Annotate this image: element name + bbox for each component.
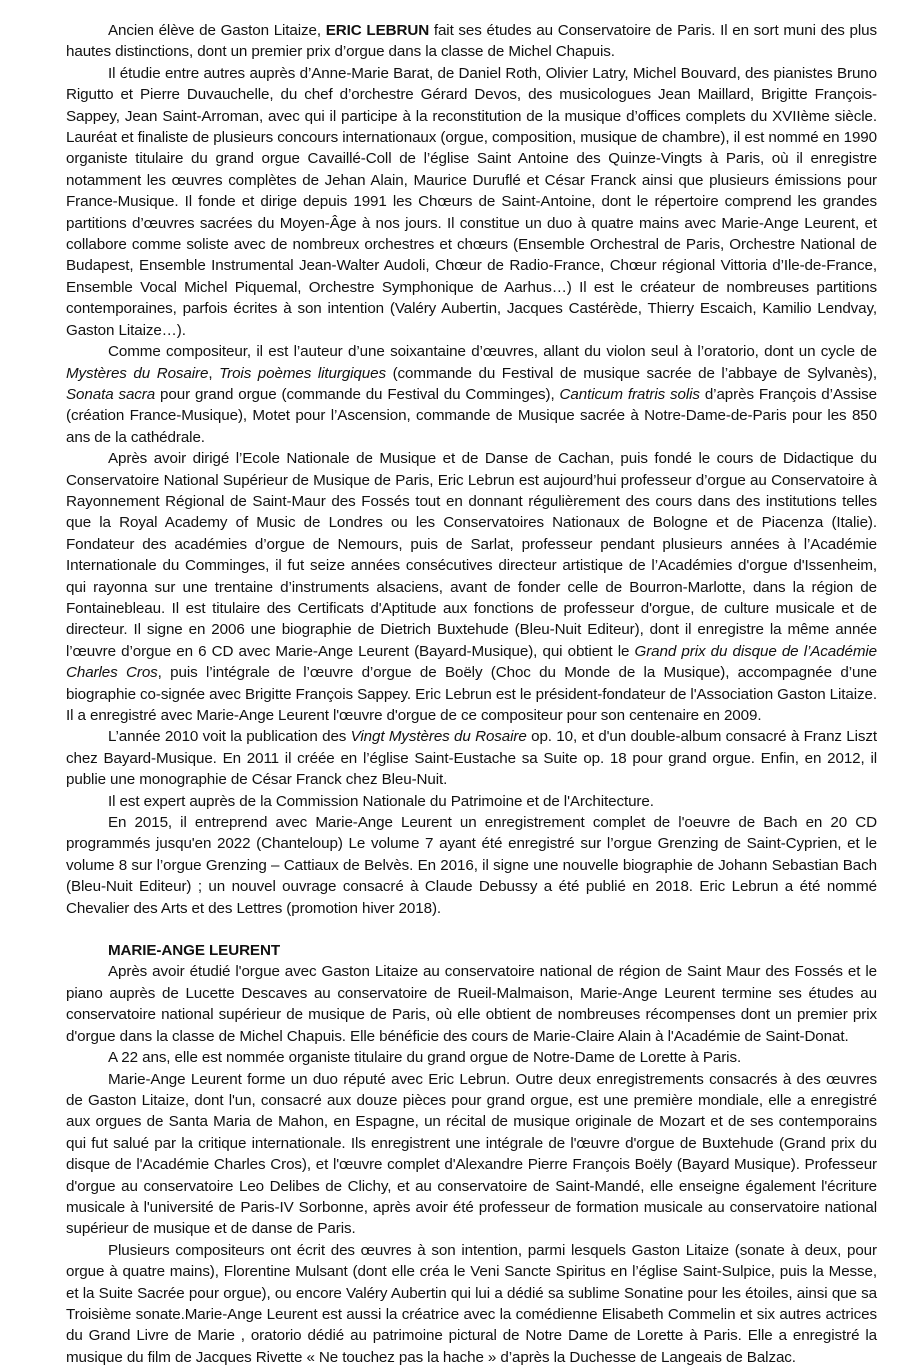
eric-paragraph-6: Il est expert auprès de la Commission Nationale du Patrimoine et de l'Architecture. bbox=[108, 792, 654, 810]
eric-paragraph-5: L’année 2010 voit la publication des Vingt Mystères du Rosaire op. 10, et d'un double-album consacré à Franz Liszt chez Bayard-Musique. En 2011 il créée en l’église Saint-Eustache sa Suite op. 18 pour grand orgue. Enfin, en 2012, il publie une monographie de César Franck chez Bleu-Nuit. bbox=[66, 728, 877, 789]
eric-paragraph-7: En 2015, il entreprend avec Marie-Ange Leurent un enregistrement complet de l'oeuvre de Bach en 20 CD programmés jusqu'en 2022 (Chanteloup) Le volume 7 ayant été enregistré sur l’orgue Grenzing de Saint-Cyprien, et le volume 8 sur l’orgue Grenzing – Cattiaux de Belvès. En 2016, il signe une nouvelle biographie de Johann Sebastian Bach (Bleu-Nuit Editeur) ; un nouvel ouvrage consacré à Claude Debussy a été publié en 2018. Eric Lebrun a été nommé Chevalier des Arts et des Lettres (promotion hiver 2018). bbox=[66, 814, 877, 917]
marie-ange-leurent-heading: MARIE-ANGE LEURENT bbox=[108, 942, 281, 960]
marie-paragraph-3: Marie-Ange Leurent forme un duo réputé avec Eric Lebrun. Outre deux enregistrements consacrés à des œuvres de Gaston Litaize, dont l'un, consacré aux douze pièces pour grand orgue, est une première mondiale, elle a enregistré aux orgues de Santa Maria de Mahon, en Espagne, un récital de musique originale de Mozart et de ses contemporains qui fut salué par la critique internationale. Ils enregistrent une intégrale de l'œuvre d'orgue de Buxtehude (Grand prix du disque de l'Académie Charles Cros), et l'œuvre complet d'Alexandre Pierre François Boëly (Bayard Musique). Professeur d'orgue au conservatoire Leo Delibes de Clichy, et au conservatoire de Saint-Mandé, elle enseigne également l'écriture musicale à l'université de Paris-IV Sorbonne, après avoir été professeur de formation musicale au conservatoire national supérieur de musique et de danse de Paris. bbox=[66, 1070, 877, 1238]
eric-lebrun-name: ERIC LEBRUN bbox=[325, 22, 430, 39]
marie-paragraph-1: Après avoir étudié l'orgue avec Gaston Litaize au conservatoire national de région de Saint Maur des Fossés et le piano auprès de Lucette Descaves au conservatoire de Rueil-Malmaison, Marie-Ange Leurent termine ses études au conservatoire national supérieur de musique de Paris, où elle obtient de nombreuses récompenses dont un premier prix d'orgue dans la classe de Michel Chapuis. Elle bénéficie des cours de Marie-Claire Alain à l'Académie de Saint-Donat. bbox=[66, 963, 877, 1045]
eric-paragraph-2: Il étudie entre autres auprès d’Anne-Marie Barat, de Daniel Roth, Olivier Latry, Michel Bouvard, des pianistes Bruno Rigutto et Pierre Duvauchelle, du chef d’orchestre Gérard Devos, des musicologues Jean Maillard, Brigitte François-Sappey, Jean Saint-Arroman, avec qui il participe à la reconstitution de la musique d’offices complets du XVIIème siècle. Lauréat et finaliste de plusieurs concours internationaux (orgue, composition, musique de chambre), il est nommé en 1990 organiste titulaire du grand orgue Cavaillé-Coll de l’église Saint Antoine des Quinze-Vingts à Paris, où il enregistre notamment les œuvres complètes de Jehan Alain, Maurice Duruflé et César Franck ainsi que plusieurs émissions pour France-Musique. Il fonde et dirige depuis 1991 les Chœurs de Saint-Antoine, dont le répertoire comprend les grandes partitions d’œuvres sacrées du Moyen-Âge à nos jours. Il constitue un duo à quatre mains avec Marie-Ange Leurent, et collabore comme soliste avec de nombreux orchestres et chœurs (Ensemble Orchestral de Paris, Orchestre National de Budapest, Ensemble Instrumental Jean-Walter Audoli, Chœur de Radio-France, Chœur régional Vittoria d’Ile-de-France, Ensemble Vocal Michel Piquemal, Orchestre Symphonique de Aarhus…) Il est le créateur de nombreuses partitions contemporaines, parfois écrites à son intention (Valéry Aubertin, Jacques Castérède, Thierry Escaich, Kamilio Lendvay, Gaston Litaize…). bbox=[66, 64, 877, 339]
eric-paragraph-4: Après avoir dirigé l’Ecole Nationale de Musique et de Danse de Cachan, puis fondé le cours de Didactique du Conservatoire National Supérieur de Musique de Paris, Eric Lebrun est aujourd’hui professeur d’orgue au Conservatoire à Rayonnement Régional de Saint-Maur des Fossés tout en donnant régulièrement des cours dans des institutions telles que la Royal Academy of Music de Londres ou les Conservatoires Nationaux de Bologne et de Piacenza (Italie). Fondateur des académies d’orgue de Nemours, puis de Sarlat, professeur pendant plusieurs années à l’Académie Internationale du Comminges, il fut seize années consécutives directeur artistique de l’Académies d'orgue d'Issenheim, qui rayonna sur une trentaine d’instruments alsaciens, avant de fonder celle de Bourron-Marlotte, dans la région de Fontainebleau. Il est titulaire des Certificats d'Aptitude aux fonctions de professeur d'orgue, de culture musicale et de directeur. Il signe en 2006 une biographie de Dietrich Buxtehude (Bleu-Nuit Editeur), dont il enregistre la même année l’œuvre d’orgue en 6 CD avec Marie-Ange Leurent (Bayard-Musique), qui obtient le Grand prix du disque de l’Académie Charles Cros, puis l’intégrale de l’œuvre d’orgue de Boëly (Choc du Monde de la Musique), accompagnée d’une biographie co-signée avec Brigitte François Sappey. Eric Lebrun est le président-fondateur de l'Association Gaston Litaize. Il a enregistré avec Marie-Ange Leurent l'œuvre d'orgue de ce compositeur pour son centenaire en 2009. bbox=[66, 450, 878, 724]
marie-paragraph-4: Plusieurs compositeurs ont écrit des œuvres à son intention, parmi lesquels Gaston Litaize (sonate à deux, pour orgue à quatre mains), Florentine Mulsant (dont elle créa le Veni Sancte Spiritus en l’église Saint-Sulpice, puis la Messe, et la Suite Sacrée pour orgue), ou encore Valéry Aubertin qui lui a dédié sa sublime Sonatine pour les étoiles, ainsi que sa Troisième sonate.Marie-Ange Leurent est aussi la créatrice avec la comédienne Elisabeth Commelin et six autres actrices du Grand Livre de Marie , oratorio dédié au patrimoine pictural de Notre Dame de Lorette à Paris. Elle a enregistré la musique du film de Jacques Rivette « Ne touchez pas la hache » d’après la Duchesse de Langeais de Balzac. bbox=[66, 1241, 877, 1366]
marie-paragraph-2: A 22 ans, elle est nommée organiste titulaire du grand orgue de Notre-Dame de Lorette à Paris. bbox=[108, 1049, 742, 1067]
eric-paragraph-3: Comme compositeur, il est l’auteur d’une soixantaine d’œuvres, allant du violon seul à l’oratorio, dont un cycle de Mystères du Rosaire, Trois poèmes liturgiques (commande du Festival de musique sacrée de l’abbaye de Sylvanès), Sonata sacra pour grand orgue (commande du Festival du Comminges), Canticum fratris solis d’après François d’Assise (création France-Musique), Motet pour l’Ascension, commande de Musique sacrée à Notre-Dame-de-Paris pour les 850 ans de la cathédrale. bbox=[66, 343, 877, 446]
eric-paragraph-1: Ancien élève de Gaston Litaize, ERIC LEBRUN fait ses études au Conservatoire de Paris. Il en sort muni des plus hautes distinctions, dont un premier prix d’orgue dans la classe de Michel Chapuis. bbox=[66, 22, 877, 61]
